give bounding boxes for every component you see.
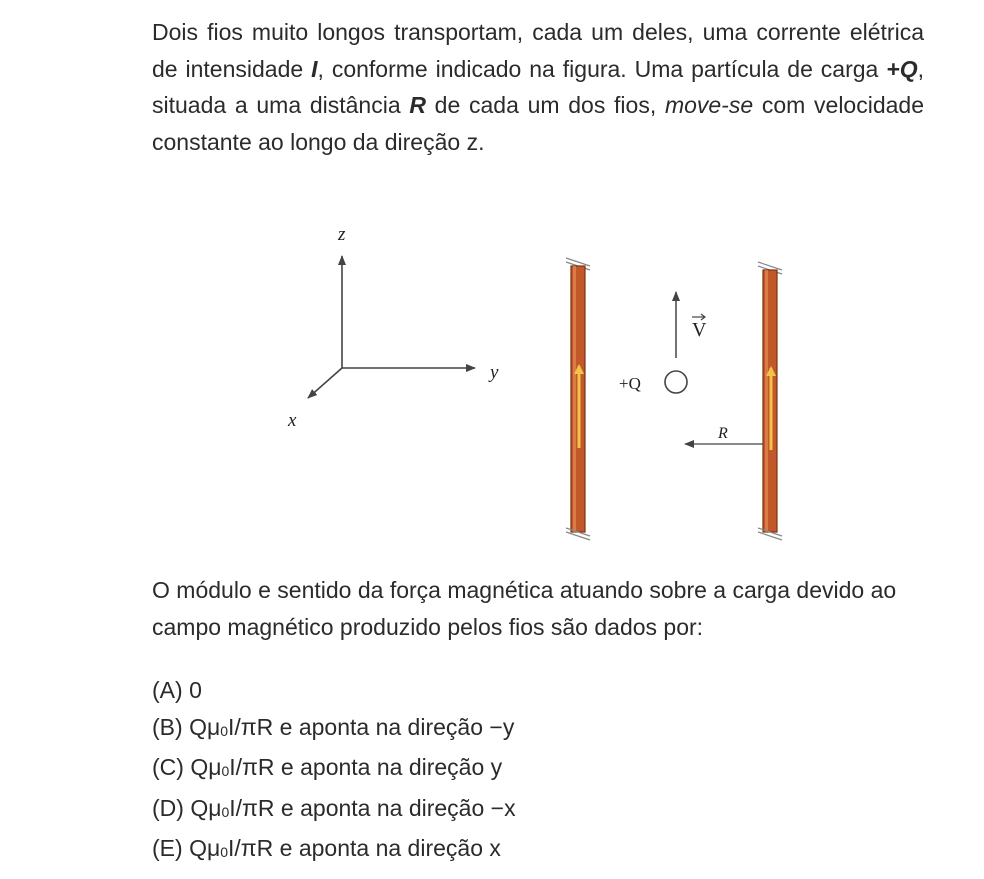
- stem-text-2: , conforme indicado na figura. Uma partícula de carga: [317, 55, 887, 82]
- option-d[interactable]: [152, 790, 924, 831]
- answer-options: [152, 672, 924, 871]
- question-stem: [152, 14, 924, 160]
- stem-text-3: , situada a uma distância: [152, 55, 924, 118]
- physics-figure: [270, 218, 810, 548]
- distance-indicator: [685, 425, 763, 444]
- option-b[interactable]: [152, 709, 924, 750]
- wire-right: [758, 262, 782, 540]
- charged-particle: [619, 371, 687, 393]
- move-word: move-se: [664, 92, 754, 118]
- option-letter: (B): [152, 713, 183, 740]
- coordinate-axes: [287, 224, 499, 431]
- charge-symbol: +Q: [886, 55, 918, 82]
- option-subscript: 0: [220, 844, 229, 860]
- option-subscript: 0: [221, 803, 230, 820]
- axis-z-label: z: [338, 224, 346, 245]
- option-letter: (D): [152, 794, 184, 821]
- axis-y-label: y: [490, 362, 499, 383]
- option-value: Qμ: [189, 713, 221, 740]
- option-letter: (A): [152, 677, 183, 703]
- velocity-vector: [676, 292, 707, 358]
- option-text: I/πR e aponta na direção −x: [229, 794, 516, 821]
- option-letter: (C): [152, 754, 184, 780]
- wire-left: [566, 258, 590, 540]
- option-c[interactable]: [152, 749, 924, 790]
- option-subscript: 0: [221, 763, 230, 779]
- option-value: 0: [189, 677, 202, 703]
- x-axis-line: [308, 368, 342, 398]
- option-value: Qμ: [190, 754, 222, 780]
- option-value: Qμ: [189, 835, 221, 861]
- option-text: I/πR e aponta na direção x: [228, 835, 501, 861]
- axis-x-label: x: [288, 410, 297, 431]
- wires-diagram: [270, 218, 810, 548]
- stem-text-5: com velocidade constante ao longo da direção z.: [152, 92, 924, 155]
- current-symbol: I: [311, 55, 318, 82]
- stem-text-4: de cada um dos fios,: [425, 92, 665, 118]
- option-value: Qμ: [190, 794, 222, 821]
- option-letter: (E): [152, 835, 183, 861]
- charge-label: +Q: [619, 374, 641, 393]
- distance-label: R: [718, 425, 728, 442]
- distance-symbol: R: [409, 92, 426, 118]
- option-e[interactable]: [152, 830, 924, 871]
- option-text: I/πR e aponta na direção −y: [228, 713, 515, 740]
- stem-text-1: Dois fios muito longos transportam, cada um deles, uma corrente elétrica de intensidade: [152, 19, 924, 82]
- velocity-label: V: [692, 319, 707, 341]
- question-text: O módulo e sentido da força magnética atuando sobre a carga devido ao campo magnético produzido pelos fios são dados por:: [152, 577, 897, 640]
- option-subscript: 0: [220, 722, 229, 739]
- option-text: I/πR e aponta na direção y: [229, 754, 503, 780]
- option-a[interactable]: [152, 672, 924, 709]
